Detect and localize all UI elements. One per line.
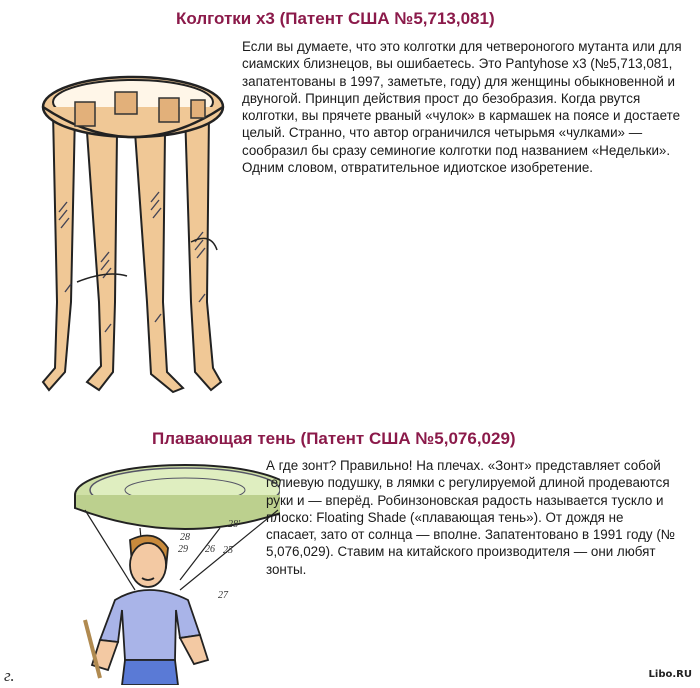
figure-label: 29	[178, 544, 188, 555]
figure-label: 26	[205, 544, 215, 555]
corner-letter: г.	[4, 666, 15, 685]
pantyhose-patent-drawing	[35, 52, 235, 402]
article-title-floating-shade: Плавающая тень (Патент США №5,076,029)	[152, 429, 516, 448]
site-watermark: Libo.RU	[648, 669, 692, 680]
floating-shade-patent-drawing	[30, 460, 280, 685]
article-title-pantyhose: Колготки х3 (Патент США №5,713,081)	[176, 9, 495, 28]
figure-label: 28'	[228, 519, 241, 530]
article-body-pantyhose: Если вы думаете, что это колготки для четвероногого мутанта или для сиамских близнецов, вы ошибаетесь. Это Pantyhose x3 (№5,713,081, запатентованы в 1997, заметьте, году) для женщины обыкновенной и двуногой. Принцип действия прост до безобразия. Когда рвутся колготки, вы прячете рваный «чулок» в кармашек на поясе и достаете целый. Странно, что автор ограничился четырьмя «чулками» — сообразил бы сразу семиногие колготки под названием «Недельки». Одним словом, отвратительное идиотское изобретение.	[242, 39, 682, 176]
figure-label: 28	[180, 532, 190, 543]
figure-label: 25	[223, 545, 233, 556]
figure-label: 27	[218, 590, 228, 601]
article-body-floating-shade: А где зонт? Правильно! На плечах. «Зонт» представляет собой гелиевую подушку, в лямки с регулируемой длиной продеваются руки и — вперёд. Робинзоновская радость называется тускло и плоско: Floating Shade («плавающая тень»). От дождя не спасает, зато от солнца — вполне. Запатентовано в 1991 году (№ 5,076,029). Ставим на китайского производителя — они любят зонты.	[266, 458, 676, 577]
